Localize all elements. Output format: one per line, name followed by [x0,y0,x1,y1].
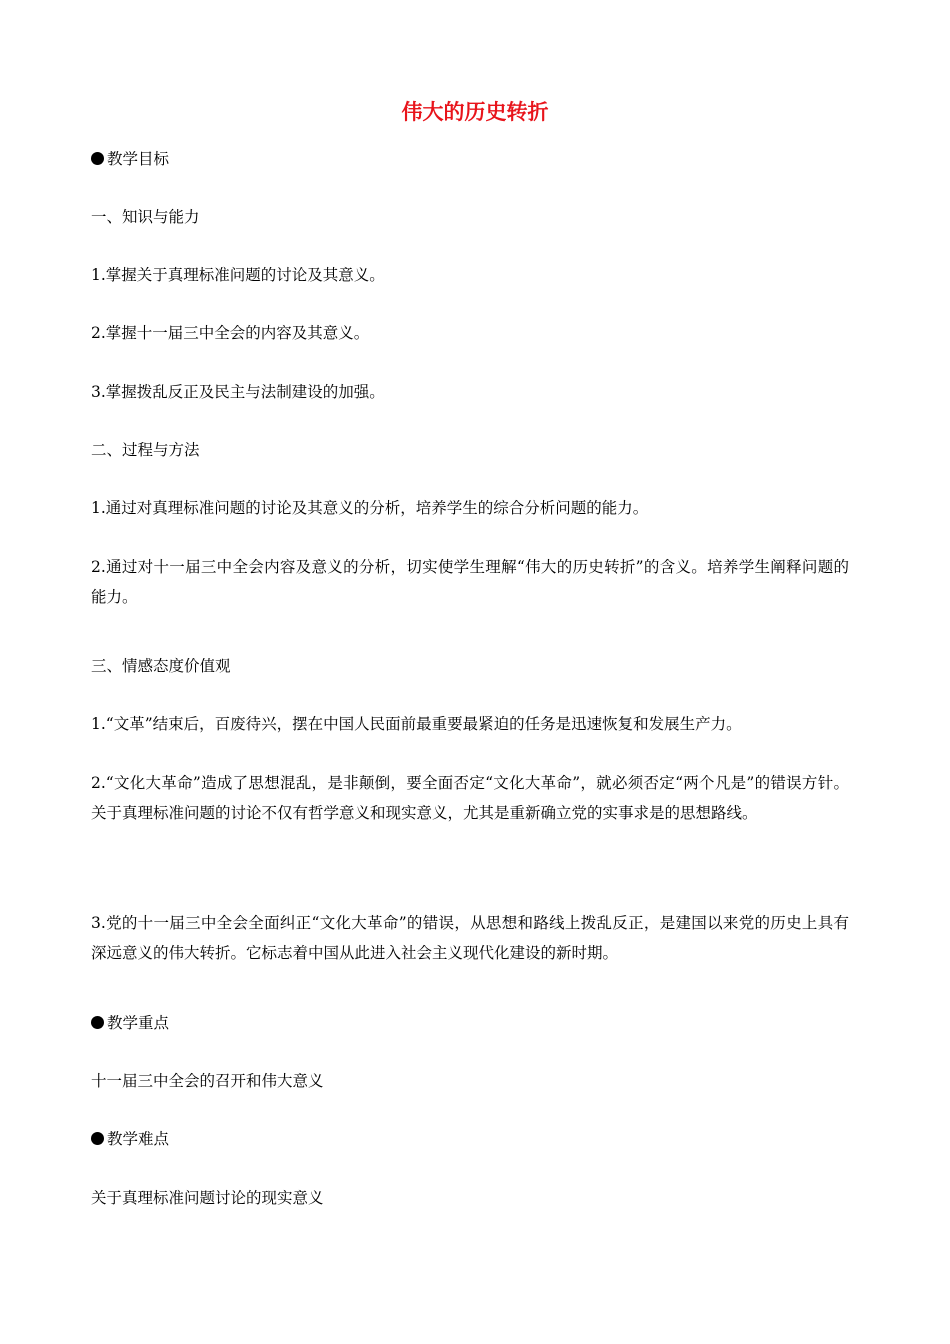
part1-item: 1.掌握关于真理标准问题的讨论及其意义。 [91,266,385,284]
bullet-icon [91,152,104,165]
bullet-icon [91,1132,104,1145]
bullet-icon [91,1016,104,1029]
part2-item: 2.通过对十一届三中全会内容及意义的分析，切实使学生理解“伟大的历史转折”的含义。培养学生阐释问题的能力。 [91,558,849,606]
difficulty-heading: 教学难点 [91,1128,861,1150]
part1-item: 3.掌握拨乱反正及民主与法制建设的加强。 [91,383,385,401]
part3-item: 1.“文革”结束后，百废待兴，摆在中国人民面前最重要最紧迫的任务是迅速恢复和发展生产力。 [91,715,742,733]
key-point-heading: 教学重点 [91,1012,861,1034]
part1-item: 2.掌握十一届三中全会的内容及其意义。 [91,324,370,342]
key-point-text: 十一届三中全会的召开和伟大意义 [91,1072,324,1090]
part1-heading: 一、知识与能力 [91,208,200,226]
part3-item: 2.“文化大革命”造成了思想混乱，是非颠倒，要全面否定“文化大革命”，就必须否定“两个凡是”的错误方针。关于真理标准问题的讨论不仅有哲学意义和现实意义，尤其是重新确立党的实事求是的思想路线。 [91,774,849,822]
difficulty-text: 关于真理标准问题讨论的现实意义 [91,1189,324,1207]
part3-heading: 三、情感态度价值观 [91,657,231,675]
document-title: 伟大的历史转折 [401,99,549,124]
part2-heading: 二、过程与方法 [91,441,200,459]
objectives-heading: 教学目标 [91,148,861,170]
part3-item: 3.党的十一届三中全会全面纠正“文化大革命”的错误，从思想和路线上拨乱反正，是建国以来党的历史上具有深远意义的伟大转折。它标志着中国从此进入社会主义现代化建设的新时期。 [91,914,849,962]
part2-item: 1.通过对真理标准问题的讨论及其意义的分析，培养学生的综合分析问题的能力。 [91,499,649,517]
